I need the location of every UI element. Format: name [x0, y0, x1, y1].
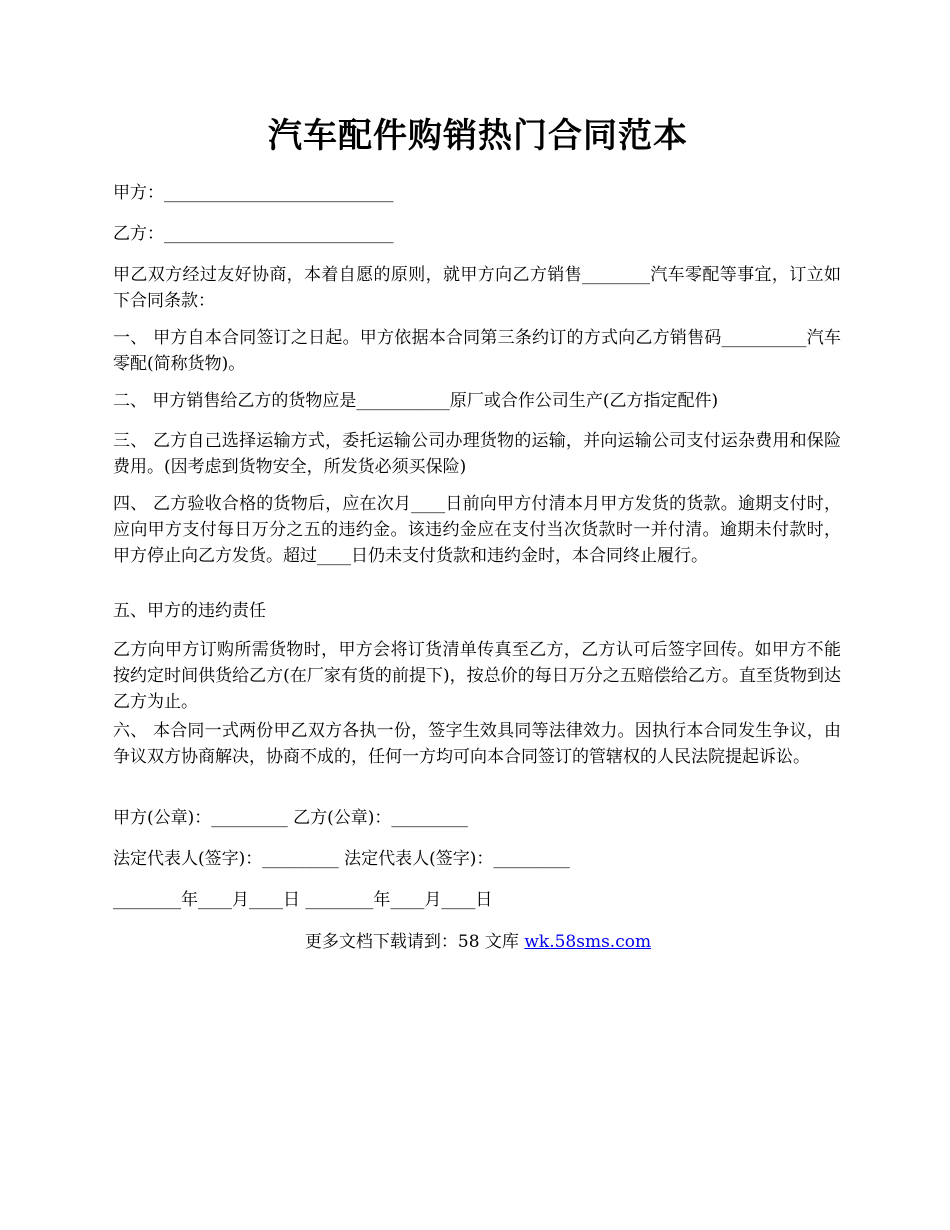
document-title: 汽车配件购销热门合同范本: [268, 116, 688, 156]
clause-3: 三、 乙方自己选择运输方式，委托运输公司办理货物的运输，并向运输公司支付运杂费用和保险费用。(因考虑到货物安全，所发货必须买保险): [113, 431, 841, 477]
clause-5-body: 乙方向甲方订购所需货物时，甲方会将订货清单传真至乙方，乙方认可后签字回传。如甲方不能按约定时间供货给乙方(在厂家有货的前提下)，按总价的每日万分之五赔偿给乙方。直至货物到达乙方为止。: [113, 640, 841, 712]
clause-5-heading: 五、甲方的违约责任: [113, 601, 266, 621]
clause-1: 一、 甲方自本合同签订之日起。甲方依据本合同第三条约订的方式向乙方销售码__________汽车零配(简称货物)。: [113, 328, 841, 374]
clause-6: 六、 本合同一式两份甲乙双方各执一份，签字生效具同等法律效力。因执行本合同发生争议，由争议双方协商解决，协商不成的，任何一方均可向本合同签订的管辖权的人民法院提起诉讼。: [113, 721, 841, 767]
footer: [113, 929, 843, 955]
party-b-line: 乙方：___________________________: [113, 224, 394, 244]
intro-paragraph: 甲乙双方经过友好协商，本着自愿的原则，就甲方向乙方销售________汽车零配等事宜，订立如下合同条款：: [113, 265, 841, 311]
clause-4: 四、 乙方验收合格的货物后，应在次月____日前向甲方付清本月甲方发货的货款。逾期支付时，应向甲方支付每日万分之五的违约金。该违约金应在支付当次货款时一并付清。逾期未付款时，甲方停止向乙方发货。超过____日仍未支付货款和违约金时，本合同终止履行。: [113, 494, 841, 566]
footer-text: 更多文档下载请到：58 文库: [304, 932, 525, 952]
representative-line: 法定代表人(签字)：_________ 法定代表人(签字)：_________: [113, 849, 570, 869]
seal-line: 甲方(公章)：_________ 乙方(公章)：_________: [113, 808, 468, 828]
clause-2: 二、 甲方销售给乙方的货物应是___________原厂或合作公司生产(乙方指定配件): [113, 391, 719, 411]
party-a-line: 甲方：___________________________: [113, 183, 394, 203]
date-line: ________年____月____日 ________年____月____日: [113, 890, 493, 910]
footer-link[interactable]: wk.58sms.com: [524, 932, 652, 952]
